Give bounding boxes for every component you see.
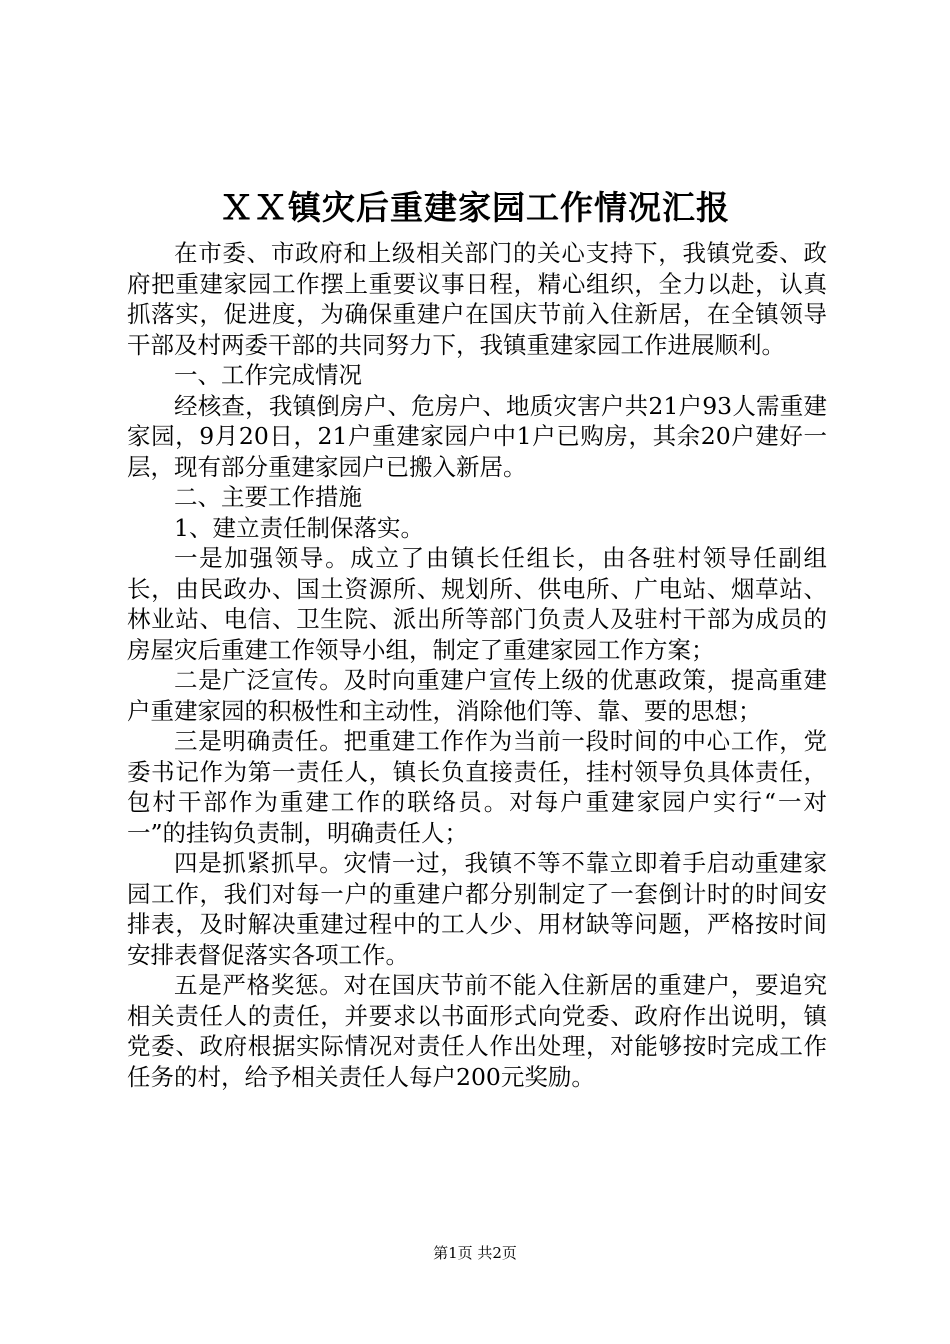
paragraph-early-action: 四是抓紧抓早。灾情一过，我镇不等不靠立即着手启动重建家园工作，我们对每一户的重建户都分别制定了一套倒计时的时间安排表，及时解决重建过程中的工人少、用材缺等问题，严格按时间安排表督促落实各项工作。 [127, 849, 827, 969]
paragraph-accountability: 三是明确责任。把重建工作作为当前一段时间的中心工作，党委书记作为第一责任人，镇长负直接责任，挂村领导负具体责任，包村干部作为重建工作的联络员。对每户重建家园户实行“一对一”的挂钩负责制，明确责任人； [127, 727, 827, 847]
paragraph-rewards: 五是严格奖惩。对在国庆节前不能入住新居的重建户，要追究相关责任人的责任，并要求以书面形式向党委、政府作出说明，镇党委、政府根据实际情况对责任人作出处理，对能够按时完成工作任务的村，给予相关责任人每户200元奖励。 [127, 971, 827, 1091]
paragraph-publicity: 二是广泛宣传。及时向重建户宣传上级的优惠政策，提高重建户重建家园的积极性和主动性，消除他们等、靠、要的思想； [127, 666, 827, 725]
paragraph-completion: 经核查，我镇倒房户、危房户、地质灾害户共21户93人需重建家园，9月20日，21户重建家园户中1户已购房，其余20户建好一层，现有部分重建家园户已搬入新居。 [127, 391, 827, 481]
document-body [127, 238, 827, 1092]
subheading-responsibility: 1、建立责任制保落实。 [174, 513, 424, 542]
paragraph-intro: 在市委、市政府和上级相关部门的关心支持下，我镇党委、政府把重建家园工作摆上重要议事日程，精心组织，全力以赴，认真抓落实，促进度，为确保重建户在国庆节前入住新居，在全镇领导干部及村两委干部的共同努力下，我镇重建家园工作进展顺利。 [127, 239, 827, 359]
page-footer: 第1页 共2页 [433, 1244, 517, 1262]
document-title: ＸＸ镇灾后重建家园工作情况汇报 [220, 188, 730, 227]
section-heading-measures: 二、主要工作措施 [174, 483, 362, 511]
paragraph-leadership: 一是加强领导。成立了由镇长任组长，由各驻村领导任副组长，由民政办、国土资源所、规划所、供电所、广电站、烟草站、林业站、电信、卫生院、派出所等部门负责人及驻村干部为成员的房屋灾后重建工作领导小组，制定了重建家园工作方案； [127, 544, 827, 664]
section-heading-completion: 一、工作完成情况 [174, 361, 362, 389]
